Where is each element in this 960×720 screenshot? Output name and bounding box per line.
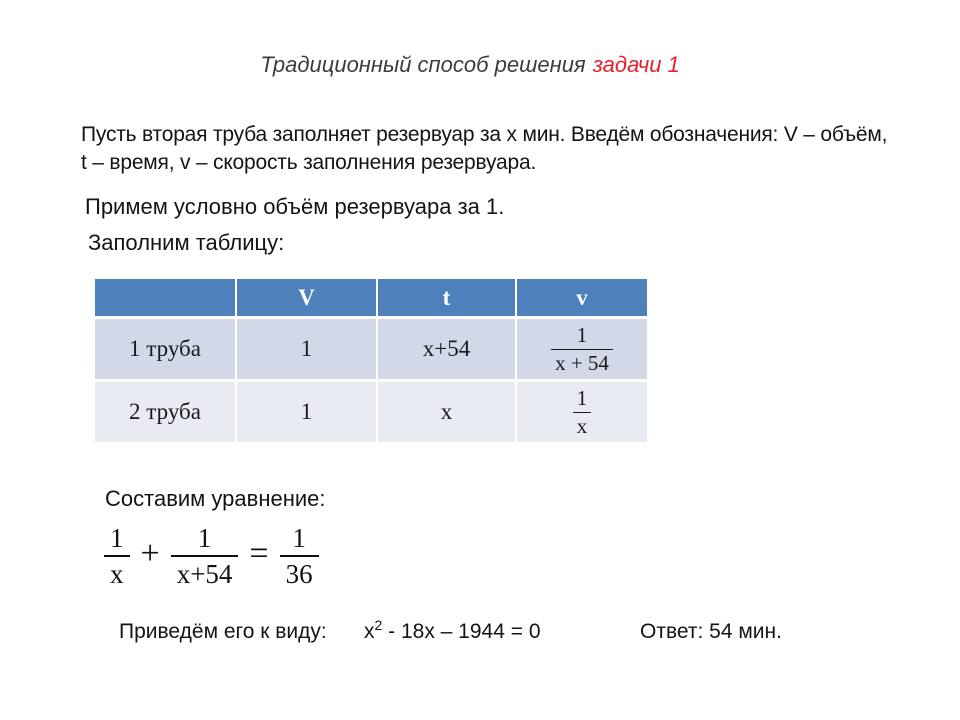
table-cell-row1-speed: [517, 319, 647, 379]
reduce-line-label: Приведём его к виду:: [119, 620, 327, 643]
table-cell-row2-speed: [517, 382, 647, 442]
fill-table-line: Заполним таблицу:: [88, 230, 285, 255]
table-cell-row1-time: x+54: [378, 319, 515, 379]
table-header-time: t: [378, 279, 515, 316]
reduced-equation-exponent: 2: [374, 617, 383, 633]
assume-line: Примем условно объём резервуара за 1.: [85, 194, 505, 219]
reduced-equation-base: x: [364, 620, 375, 643]
equals-operator: =: [249, 535, 269, 573]
equation-fraction-2: [171, 523, 239, 589]
table-cell-row2-time: x: [378, 382, 515, 442]
table-cell-row2-label: 2 труба: [95, 382, 235, 442]
fraction-numerator: 1: [576, 386, 588, 411]
fraction-denominator: x: [573, 412, 592, 438]
table-cell-row1-volume: 1: [237, 319, 376, 379]
equation-fraction-1: [104, 523, 130, 589]
fraction-numerator: 1: [197, 523, 212, 553]
table-cell-row1-label: 1 труба: [95, 319, 235, 379]
equation-label: Составим уравнение:: [105, 486, 326, 511]
fraction-numerator: 1: [110, 523, 124, 553]
table-header-speed: v: [517, 279, 647, 316]
intro-line-1: Пусть вторая труба заполняет резервуар за x мин. Введём обозначения: V – объём,: [81, 123, 888, 146]
fraction-denominator: x+54: [171, 555, 239, 589]
slide-title: [0, 52, 940, 78]
reduced-equation-rest: - 18x – 1944 = 0: [382, 620, 541, 643]
answer-text: Ответ: 54 мин.: [640, 620, 782, 643]
fraction-denominator: x: [104, 555, 130, 589]
solution-table: [95, 279, 647, 442]
fraction-denominator: x + 54: [551, 349, 613, 375]
reduced-equation: [364, 617, 541, 644]
table-cell-row2-volume: 1: [237, 382, 376, 442]
table-header-volume: V: [237, 279, 376, 316]
intro-line-2: t – время, v – скорость заполнения резервуара.: [81, 150, 537, 174]
main-equation: [104, 523, 319, 589]
fraction: [573, 386, 592, 437]
equation-fraction-3: [280, 523, 319, 589]
fraction: [551, 323, 613, 374]
table-header-empty: [95, 279, 235, 316]
fraction-numerator: 1: [576, 323, 588, 348]
fraction-denominator: 36: [280, 555, 319, 589]
slide-title-text: Традиционный способ решения: [260, 52, 586, 77]
slide-title-accent: задачи 1: [592, 52, 680, 77]
plus-operator: +: [140, 535, 160, 573]
intro-paragraph: [81, 121, 887, 176]
fraction-numerator: 1: [292, 523, 306, 553]
